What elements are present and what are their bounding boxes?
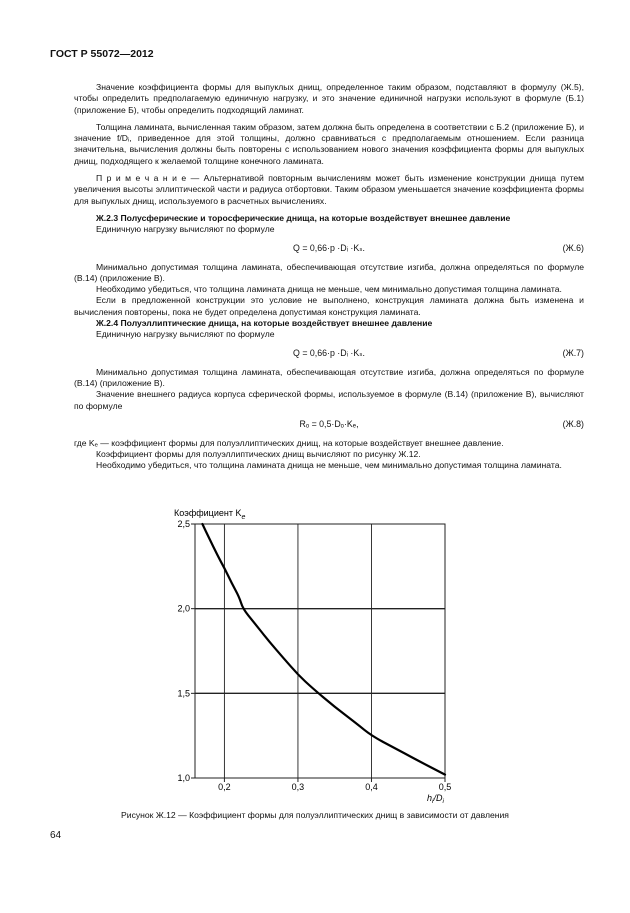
formula-expression: Q = 0,66·p ·Dᵢ ·Kₛ. [293, 347, 365, 358]
formula-expression: Q = 0,66·p ·Dᵢ ·Kₛ. [293, 242, 365, 253]
paragraph: Минимально допустимая толщина ламината, обеспечивающая отсутствие изгиба, должна определяться по формуле (В.14) (приложение В). [74, 261, 584, 283]
page-number: 64 [50, 830, 62, 841]
formula-number: (Ж.6) [562, 242, 584, 253]
paragraph: Необходимо убедиться, что толщина ламината днища не меньше, чем минимально допустимая толщина ламината. [96, 284, 562, 295]
ke-curve [202, 524, 445, 775]
paragraph: Значение коэффициента формы для выпуклых днищ, определенное таким образом, подставляют в формулу (Ж.5), чтобы определить предполагаемую единичную нагрузку, и это значение единичной нагрузки используют в формуле (Б.1) (приложение Б), чтобы определить подходящий ламинат. [74, 82, 584, 115]
note-text: — Альтернативой повторным вычислениям может быть изменение конструкции днища путем увеличения высоты эллиптической части и радиуса отбортовки. Таким образом уменьшается значение коэффициента формы для выпуклых днищ, используемого в расчетных вычислениях. [74, 173, 585, 206]
paragraph: Минимально допустимая толщина ламината, обеспечивающая отсутствие изгиба, должна определяться по формуле (В.14) (приложение В). [74, 366, 584, 388]
paragraph: Коэффициент формы для полуэллиптических днищ вычисляют по рисунку Ж.12. [96, 449, 421, 460]
note-paragraph [74, 173, 584, 207]
x-tick-label: 0,4 [365, 782, 378, 792]
y-tick-label: 1,5 [177, 688, 190, 699]
x-axis-label: $h_i/D_i$ [427, 793, 444, 805]
chart-series [202, 524, 445, 775]
y-tick-label: 2,0 [177, 603, 190, 614]
x-tick-label: 0,5 [438, 782, 452, 792]
body-text [74, 82, 584, 472]
y-tick-label: 2,5 [177, 519, 190, 529]
paragraph: Необходимо убедиться, что толщина ламината днища не меньше, чем минимально допустимая толщина ламината. [96, 460, 562, 471]
document-header: ГОСТ Р 55072—2012 [50, 48, 154, 60]
plot-frame [195, 524, 445, 778]
note-label: П р и м е ч а н и е [96, 173, 187, 184]
y-tick-label: 1,0 [177, 773, 190, 783]
paragraph: Толщина ламината, вычисленная таким образом, затем должна быть определена в соответствии с Б.2 (приложение Б), и значение f/Dᵢ, приведенное для этой толщины, должно сравниваться с предполагаемым отношением. Если разница значительна, вычисления должны быть повторены с использованием нового значения коэффициента формы для выпуклых днищ, подходящего к желаемой толщине конечного ламината. [74, 121, 584, 166]
paragraph: где Kₑ — коэффициент формы для полуэллиптических днищ, на которые воздействует внешнее давление. [74, 437, 504, 448]
chart-grid [195, 524, 445, 778]
paragraph: Единичную нагрузку вычисляют по формуле [96, 329, 275, 340]
paragraph: Единичную нагрузку вычисляют по формуле [96, 224, 275, 235]
formula-zh8 [74, 415, 584, 435]
paragraph: Если в предложенной конструкции это условие не выполнено, конструкция ламината должна быть изменена и вычисления повторены, пока не будет определена допустимая конструкция ламината. [74, 295, 584, 317]
y-axis-label: Коэффициент $K_e$ [174, 508, 246, 521]
shape-factor-chart [150, 500, 470, 810]
chart-axes [177, 519, 451, 792]
formula-expression: Rₒ = 0,5·Dₒ·Kₑ, [299, 418, 359, 429]
section-heading: Ж.2.4 Полуэллиптические днища, на которые воздействует внешнее давление [96, 318, 433, 329]
section-heading: Ж.2.3 Полусферические и торосферические днища, на которые воздействует внешнее давление [96, 212, 511, 223]
x-tick-label: 0,2 [218, 782, 231, 792]
formula-zh7 [74, 344, 584, 364]
figure-caption: Рисунок Ж.12 — Коэффициент формы для полуэллиптических днищ в зависимости от давления [121, 810, 509, 820]
x-tick-label: 0,3 [291, 782, 305, 792]
paragraph: Значение внешнего радиуса корпуса сферической формы, используемое в формуле (В.14) (приложение В), вычисляют по формуле [74, 389, 584, 411]
formula-number: (Ж.8) [562, 418, 584, 429]
formula-number: (Ж.7) [562, 347, 584, 358]
formula-zh6 [74, 239, 584, 259]
